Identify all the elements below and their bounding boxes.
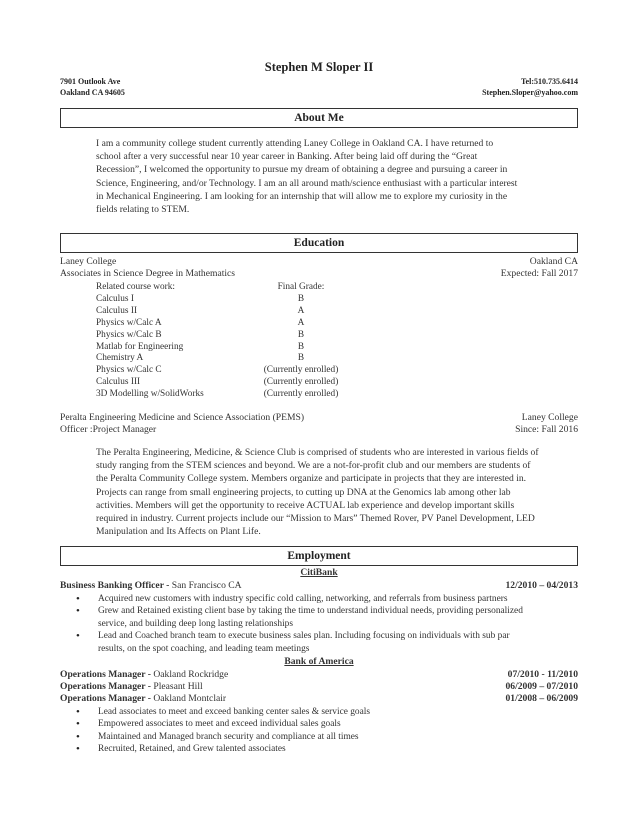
org-desc-line: study ranging from the STEM sciences and beyond. We are a not-for-profit club and our members are students of: [96, 460, 531, 472]
ops-title: Operations Manager -: [60, 669, 151, 680]
ops-role-row: [60, 681, 578, 694]
course-name: 3D Modelling w/SolidWorks: [96, 389, 204, 400]
org-desc-line: The Peralta Engineering, Medicine, & Science Club is comprised of students who are interested in various fields of: [96, 447, 539, 458]
ops-role-row: [60, 669, 578, 682]
org-desc-line: the Peralta Community College system. Members organize and participate in projects that they are interested in.: [96, 473, 527, 485]
school-location: Oakland CA: [529, 256, 578, 267]
ops-dates: 07/2010 - 11/2010: [507, 669, 578, 680]
degree: Associates in Science Degree in Mathematics: [60, 268, 236, 279]
about-line: Science, Engineering, and/or Technology. I am an all around math/science enthusiast with a particular interest: [96, 177, 518, 189]
ops-dates: 01/2008 – 06/2009: [505, 693, 578, 704]
job2-bullet: • Empowered associates to meet and exceed individual sales goals: [76, 718, 586, 730]
job1-bullets: [76, 593, 586, 655]
course-name: Physics w/Calc C: [96, 365, 162, 376]
job1-dates: 12/2010 – 04/2013: [505, 580, 578, 591]
address-block: [60, 76, 125, 98]
course-grade: A: [297, 305, 305, 316]
company-citibank: CitiBank: [300, 567, 338, 578]
course-name: Chemistry A: [96, 353, 144, 364]
course-grade: B: [297, 353, 305, 364]
about-heading: About Me: [60, 108, 578, 128]
job2-bullet: • Recruited, Retained, and Grew talented associates: [76, 743, 586, 755]
job1-bullet-text: Lead and Coached branch team to execute business sales plan. Including focusing on individuals with sub par: [98, 631, 510, 642]
org-desc-line: activities. Members will get the opportunity to receive ACTUAL lab experience and develop important skills: [96, 499, 515, 511]
ops-location: Oakland Rockridge: [150, 669, 229, 680]
coursework-list: [96, 282, 204, 401]
ops-title: Operations Manager -: [60, 693, 151, 704]
org-row: [60, 412, 578, 425]
about-line: school after a very successful near 10 year career in Banking. After being laid off during the “Great: [96, 151, 478, 163]
org-description: [96, 446, 586, 538]
job1-bullet-text: service, and building deep long lasting relationships: [98, 618, 294, 629]
education-degree-row: [60, 268, 578, 281]
job1-bullet: • Acquired new customers with industry specific cold calling, networking, and referrals from business partners: [76, 593, 586, 605]
about-line: Recession”, I welcomed the opportunity to pursue my dream of obtaining a degree and pursuing a career in: [96, 164, 508, 176]
job2-bullets: [76, 706, 586, 756]
org-since: Since: Fall 2016: [515, 424, 578, 435]
course-grade: (Currently enrolled): [263, 377, 339, 388]
education-heading: Education: [60, 233, 578, 253]
course-name: Physics w/Calc B: [96, 329, 162, 340]
course-grade: B: [297, 329, 305, 340]
ops-title: Operations Manager -: [60, 681, 151, 692]
coursework-label: Related course work:: [96, 282, 175, 292]
about-paragraph: [96, 137, 586, 216]
address-line2: Oakland CA 94605: [60, 88, 125, 97]
phone: Tel:510.735.6414: [520, 77, 578, 86]
job2-bullet: • Maintained and Managed branch security and compliance at all times: [76, 731, 586, 743]
company-bank-of-america: Bank of America: [284, 656, 354, 667]
course-name: Matlab for Engineering: [96, 341, 184, 352]
job1-bullet-text: Grew and Retained existing client base by taking the time to understand individual needs, providing personalized: [98, 606, 523, 617]
course-grade: (Currently enrolled): [263, 365, 339, 376]
ops-role-row: [60, 693, 578, 706]
ops-location: Oakland Montclair: [150, 693, 227, 704]
job1-row: [60, 580, 578, 593]
job1-bullet-text: results, on the spot coaching, and leading team meetings: [98, 643, 310, 654]
ops-location: Pleasant Hill: [150, 681, 203, 692]
job1-bullet: [76, 630, 586, 655]
org-location: Laney College: [521, 412, 578, 423]
org-desc-line: Manipulation and Its Affects on Plant Life.: [96, 526, 261, 538]
course-grade: B: [297, 293, 305, 304]
course-name: Calculus III: [96, 377, 141, 388]
role-row: [60, 424, 578, 437]
grade-label: Final Grade:: [277, 282, 325, 292]
course-name: Calculus II: [96, 305, 138, 316]
education-school-row: [60, 256, 578, 269]
resume-name: Stephen M Sloper II: [264, 60, 374, 74]
job1-title: Business Banking Officer -: [60, 580, 170, 591]
job2-bullet: • Lead associates to meet and exceed banking center sales & service goals: [76, 706, 586, 718]
course-name: Calculus I: [96, 293, 134, 304]
employment-heading: Employment: [60, 546, 578, 566]
org-desc-line: required in industry. Current projects include our “Mission to Mars” Themed Rover, PV Panel Development, LED: [96, 513, 535, 525]
org-name: Peralta Engineering Medicine and Science Association (PEMS): [60, 412, 305, 423]
about-line: fields relating to STEM.: [96, 204, 190, 216]
school-name: Laney College: [60, 256, 117, 267]
course-grade: B: [297, 341, 305, 352]
course-grade: (Currently enrolled): [263, 389, 339, 400]
email: Stephen.Sloper@yahoo.com: [482, 88, 578, 97]
course-grade: A: [297, 317, 305, 328]
grade-list: [256, 282, 346, 401]
job1-location: San Francisco CA: [169, 580, 242, 591]
course-name: Physics w/Calc A: [96, 317, 162, 328]
about-line: in Mechanical Engineering. I am looking for an internship that will allow me to explore my curiosity in the: [96, 190, 508, 202]
org-desc-line: Projects can range from small engineering projects, to cutting up DNA at the Genomics lab among other lab: [96, 486, 511, 498]
org-role: Officer :Project Manager: [60, 424, 157, 435]
contact-block: [482, 76, 578, 98]
about-line: I am a community college student currently attending Laney College in Oakland CA. I have returned to: [96, 138, 494, 149]
ops-dates: 06/2009 – 07/2010: [505, 681, 578, 692]
job1-bullet: [76, 605, 586, 630]
expected-date: Expected: Fall 2017: [500, 268, 578, 279]
address-line1: 7901 Outlook Ave: [60, 77, 121, 86]
